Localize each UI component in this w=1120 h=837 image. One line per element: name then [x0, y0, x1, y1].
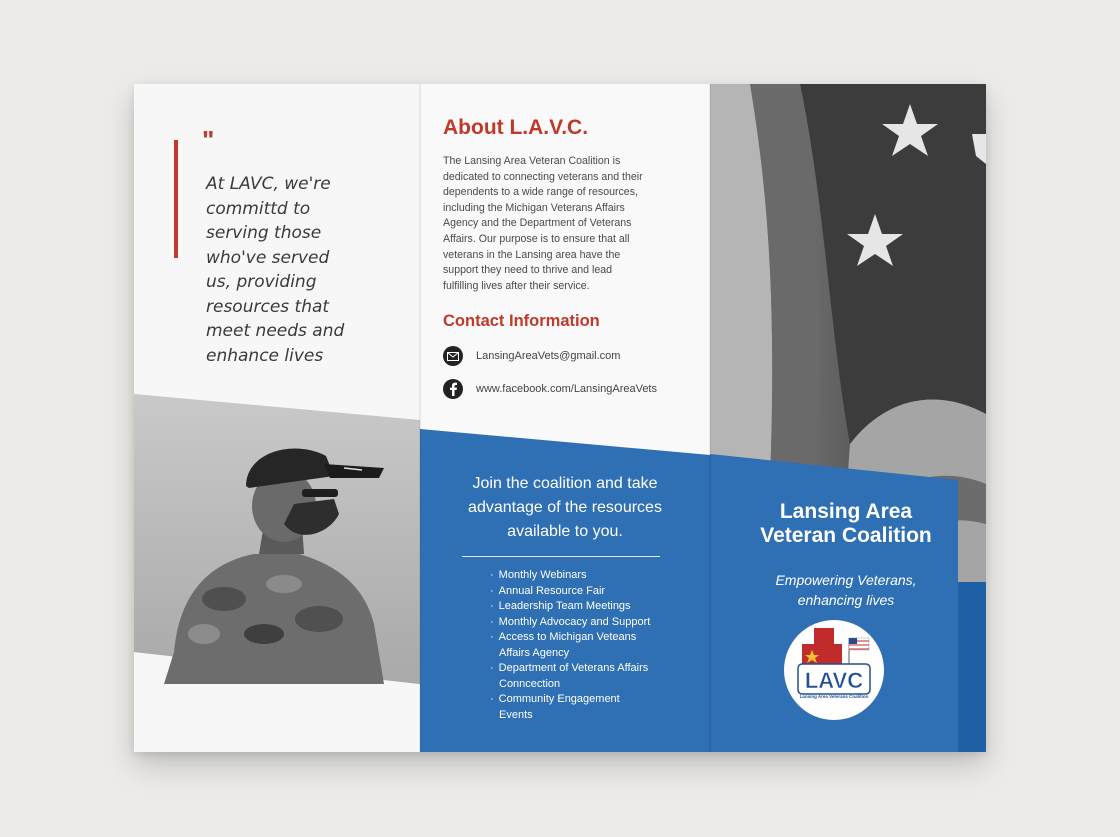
about-line: fulfilling lives after their service.	[443, 279, 590, 292]
about-line: including the Michigan Veterans Affairs	[443, 201, 625, 214]
cover-side-strip	[958, 582, 986, 752]
join-callout	[432, 472, 698, 544]
resource-label: Department of Veterans Affairs	[498, 662, 649, 674]
tagline-line: Empowering Veterans,	[775, 572, 917, 588]
quote-line: who've served	[206, 247, 330, 268]
quote-line: committd to	[206, 198, 311, 219]
list-item	[490, 584, 690, 600]
fold-line	[709, 84, 711, 752]
join-line: available to you.	[507, 523, 623, 540]
quote-line: serving those	[206, 223, 322, 243]
contact-email[interactable]: LansingAreaVets@gmail.com	[476, 350, 621, 362]
list-item	[490, 615, 690, 631]
about-line: The Lansing Area Veteran Coalition is	[443, 155, 621, 167]
quote-accent-bar	[174, 140, 178, 258]
list-item	[490, 599, 690, 615]
facebook-icon	[443, 379, 463, 399]
org-name-line: Lansing Area	[779, 500, 913, 523]
quote-line: resources that	[206, 296, 330, 317]
veteran-photo	[134, 394, 420, 752]
contact-email-row[interactable]	[443, 346, 620, 366]
resource-label: Access to Michigan Veteans	[498, 631, 637, 643]
resource-label: Monthly Webinars	[498, 569, 587, 581]
resource-label: Leadership Team Meetings	[498, 600, 631, 612]
about-line: dependents to a wide range of resources,	[443, 186, 638, 199]
fold-line	[419, 84, 421, 752]
quote-line: meet needs and	[206, 321, 345, 341]
list-item	[490, 630, 690, 661]
about-line: Agency and the Department of Veterans	[443, 217, 632, 230]
about-line: dedicated to connecting veterans and their	[443, 170, 643, 183]
brochure	[134, 84, 986, 752]
quote-line: enhance lives	[206, 345, 324, 366]
quote-mark-icon: "	[202, 125, 215, 155]
list-item	[490, 692, 690, 723]
about-line: Affairs. Our purpose is to ensure that all	[443, 232, 630, 245]
quote-line: At LAVC, we're	[206, 174, 331, 194]
join-line: advantage of the resources	[468, 499, 662, 516]
svg-text:LAVC: LAVC	[804, 668, 864, 693]
join-line: Join the coalition and take	[472, 475, 658, 492]
about-line: veterans in the Lansing area have the	[443, 248, 621, 261]
resource-label-cont: Conncection	[499, 677, 561, 690]
resources-list	[490, 568, 690, 723]
logo-emblem-icon	[784, 620, 884, 720]
contact-facebook[interactable]: www.facebook.com/LansingAreaVets	[476, 383, 657, 395]
tagline	[730, 570, 962, 610]
tagline-line: enhancing lives	[797, 592, 895, 608]
mission-quote	[206, 172, 396, 368]
organization-name	[730, 500, 962, 548]
about-paragraph	[443, 154, 693, 294]
org-name-line: Veteran Coalition	[760, 524, 932, 547]
contact-heading: Contact Information	[443, 312, 600, 330]
divider	[462, 556, 660, 557]
middle-panel	[420, 84, 710, 752]
list-item	[490, 661, 690, 692]
about-line: support they need to thrive and lead	[443, 264, 613, 277]
mail-icon	[443, 346, 463, 366]
left-panel	[134, 84, 420, 752]
resource-label: Monthly Advocacy and Support	[498, 615, 651, 628]
resource-label: Community Engagement	[498, 693, 620, 705]
list-item	[490, 568, 690, 584]
logo-subtitle: Lansing Area Veterans Coalition	[799, 694, 869, 699]
right-panel	[710, 84, 986, 752]
lavc-logo	[784, 620, 884, 720]
resource-label: Annual Resource Fair	[498, 584, 606, 597]
contact-facebook-row[interactable]	[443, 379, 657, 399]
about-heading: About L.A.V.C.	[443, 116, 589, 139]
resource-label-cont: Events	[499, 708, 533, 721]
resource-label-cont: Affairs Agency	[499, 646, 570, 659]
quote-line: us, providing	[206, 272, 317, 292]
